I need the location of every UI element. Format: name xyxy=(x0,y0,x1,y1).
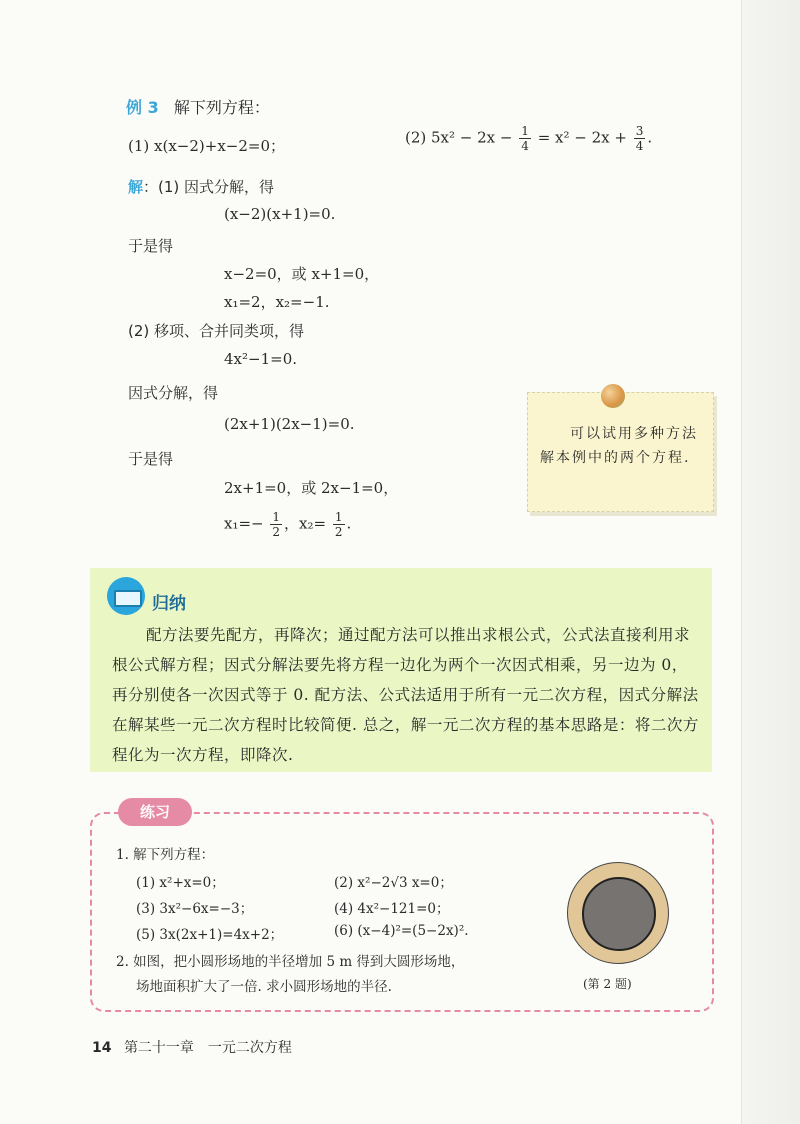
exercise-item-1: (1) x²+x=0； xyxy=(136,875,225,891)
exercise-item-6: (6) (x−4)²=(5−2x)². xyxy=(334,923,469,939)
book-icon xyxy=(107,577,145,615)
example-header xyxy=(126,95,270,118)
fraction-one-quarter: $\frac{1}{4}$ xyxy=(521,124,529,153)
example-label: 例 3 xyxy=(126,98,159,117)
fraction-half-2: $\frac{1}{2}$ xyxy=(334,510,343,539)
solution-line-6: (2) 移项、合并同类项，得 xyxy=(128,322,305,340)
chapter-title: 第二十一章 一元二次方程 xyxy=(123,1040,292,1056)
exercise-item-2: (2) x²−2√3 x=0； xyxy=(334,875,453,891)
page-footer xyxy=(92,1037,292,1057)
solution-line-12: x₁=− $\frac{1}{2}$ ，x₂= $\frac{1}{2}$ . xyxy=(224,510,352,539)
pin-icon xyxy=(601,384,625,408)
exercise-item-3: (3) 3x²−6x=−3； xyxy=(136,901,254,917)
solution-label: 解 xyxy=(128,178,144,196)
small-circle-figure xyxy=(582,877,656,951)
sticky-note-text: 可以试用多种方法解本例中的两个方程. xyxy=(540,426,698,466)
page-edge xyxy=(741,0,800,1124)
example-title: 解下列方程： xyxy=(173,98,270,117)
problem-2: (2) 5x² − 2x − $\frac{1}{4}$ = x² − 2x + $\frac{3}{4}$ . xyxy=(405,124,653,153)
solution-line-8: 因式分解，得 xyxy=(128,384,219,402)
problem-2-mid: = x² − 2x + xyxy=(537,128,627,147)
exercise-item-5: (5) 3x(2x+1)=4x+2； xyxy=(136,927,284,943)
solution-line-9: (2x+1)(2x−1)=0. xyxy=(224,415,355,433)
solution-line-7: 4x²−1=0. xyxy=(224,350,298,368)
solution-line-11: 2x+1=0，或 2x−1=0， xyxy=(224,479,399,497)
solution-line-5: x₁=2，x₂=−1. xyxy=(224,293,330,311)
solution-line-2: (x−2)(x+1)=0. xyxy=(224,205,336,223)
figure-caption: (第 2 题) xyxy=(583,977,632,991)
solution-line-1: 解：(1) 因式分解，得 xyxy=(128,178,275,196)
exercise-q1: 1. 解下列方程： xyxy=(116,847,215,863)
page-number: 14 xyxy=(92,1040,112,1056)
solution-line-10: 于是得 xyxy=(128,450,174,468)
exercise-tag: 练习 xyxy=(118,798,192,826)
solution-line-3: 于是得 xyxy=(128,237,174,255)
problem-1: (1) x(x−2)+x−2=0； xyxy=(128,137,286,155)
exercise-q2-line-1: 2. 如图，把小圆形场地的半径增加 5 m 得到大圆形场地， xyxy=(116,954,465,970)
summary-title: 归纳 xyxy=(152,594,186,614)
problem-2-prefix: (2) 5x² − 2x − xyxy=(405,128,513,147)
exercise-item-4: (4) 4x²−121=0； xyxy=(334,901,450,917)
fraction-three-quarters: $\frac{3}{4}$ xyxy=(635,124,644,153)
solution-line-4: x−2=0，或 x+1=0， xyxy=(224,265,380,283)
summary-text: 配方法要先配方，再降次；通过配方法可以推出求根公式，公式法直接利用求根公式解方程；因式分解法要先将方程一边化为两个一次因式相乘，另一边为 0，再分别使各一次因式等于 0. 配方法、公式法适用于所有一元二次方程，因式分解法在解某些一元二次方程时比较简便. 总之，解一元二次方程的基本思路是：将二次方程化为一次方程，即降次. xyxy=(112,626,699,764)
exercise-q2-line-2: 场地面积扩大了一倍. 求小圆形场地的半径. xyxy=(136,979,392,995)
fraction-half-1: $\frac{1}{2}$ xyxy=(272,510,281,539)
